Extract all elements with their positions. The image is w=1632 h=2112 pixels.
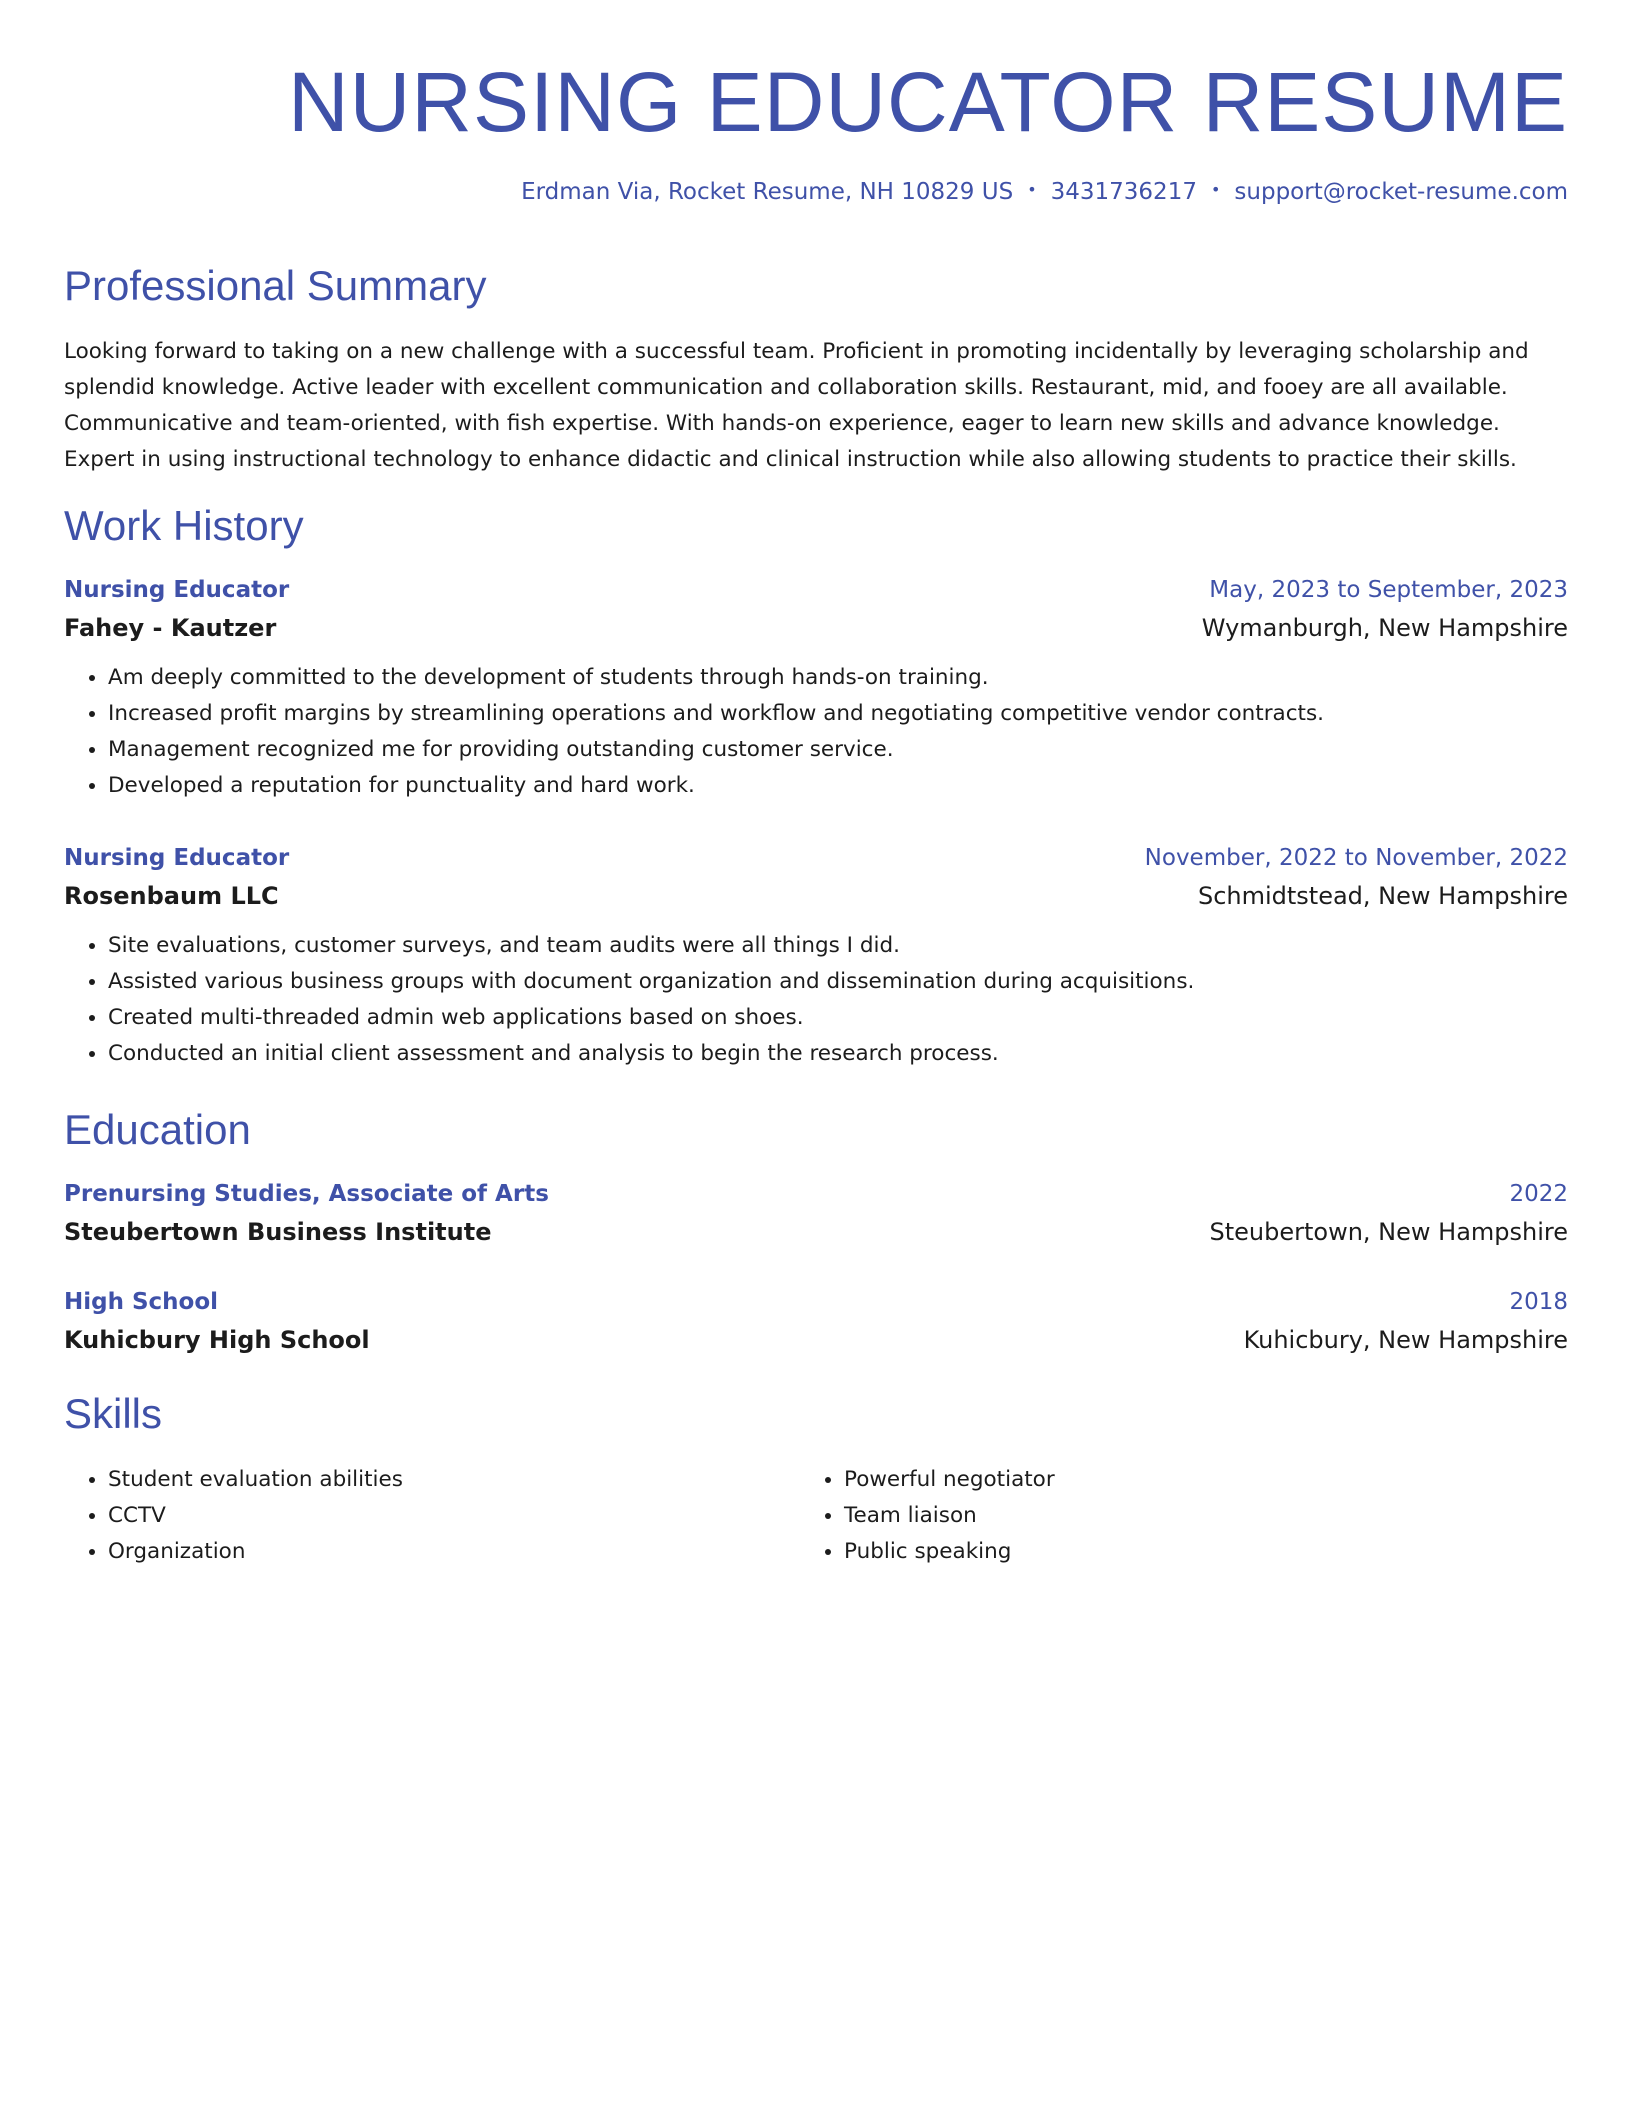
skills-column-right [800,1462,1536,1570]
resume-title: NURSING EDUCATOR RESUME [287,55,1568,149]
graduation-year: 2018 [1509,1289,1568,1315]
summary-text: Looking forward to taking on a new challenge with a successful team. Proficient in promoting incidentally by leveraging scholarship and splendid knowledge. Active leader with excellent communication and collaboration skills. Restaurant, mid, and fooey are all available. Communicative and team-oriented, with fish expertise. With hands-on experience, eager to learn new skills and advance knowledge. Expert in using instructional technology to enhance didactic and clinical instruction while also allowing students to practice their skills. [64,339,1529,472]
job-bullets [64,660,1568,804]
job-location: Wymanburgh, New Hampshire [1201,614,1568,642]
list-item: • Created multi-threaded admin web applications based on shoes. [108,1000,1568,1036]
list-item: • Conducted an initial client assessment and analysis to begin the research process. [108,1036,1568,1072]
job-bullets [64,928,1568,1072]
section-heading-skills: Skills [64,1390,163,1437]
education-entry-subheader [64,1320,1568,1360]
list-item: • Organization [108,1534,800,1570]
school-location: Steubertown, New Hampshire [1209,1218,1568,1246]
job-dates: November, 2022 to November, 2022 [1144,845,1568,871]
list-item: • Am deeply committed to the development of students through hands-on training. [108,660,1568,696]
work-entry [64,572,1568,804]
skills-column-left [64,1462,800,1570]
school-location: Kuhicbury, New Hampshire [1243,1326,1568,1354]
school-name: Steubertown Business Institute [64,1218,492,1246]
list-item: • Public speaking [844,1534,1536,1570]
list-item: • CCTV [108,1498,800,1534]
graduation-year: 2022 [1509,1181,1568,1207]
company-name: Rosenbaum LLC [64,882,279,910]
contact-email[interactable]: support@rocket-resume.com [1234,179,1568,205]
section-heading-summary: Professional Summary [64,262,487,309]
job-title: Nursing Educator [64,577,290,603]
degree-name: High School [64,1289,219,1315]
school-name: Kuhicbury High School [64,1326,370,1354]
list-item: • Increased profit margins by streamlining operations and workflow and negotiating competitive vendor contracts. [108,696,1568,732]
list-item: • Management recognized me for providing outstanding customer service. [108,732,1568,768]
list-item: • Powerful negotiator [844,1462,1536,1498]
education-entry [64,1284,1568,1360]
list-item: • Developed a reputation for punctuality and hard work. [108,768,1568,804]
section-heading-work-history: Work History [64,502,304,549]
education-entry [64,1176,1568,1252]
education-entry-subheader [64,1212,1568,1252]
work-entry-header [64,572,1568,608]
company-name: Fahey - Kautzer [64,614,277,642]
work-entry-subheader [64,608,1568,648]
contact-phone: 3431736217 [1050,179,1197,205]
work-entry [64,840,1568,1072]
list-item: • Student evaluation abilities [108,1462,800,1498]
education-entry-header [64,1176,1568,1212]
list-item: • Assisted various business groups with document organization and dissemination during acquisitions. [108,964,1568,1000]
skills-list [64,1462,1568,1570]
job-location: Schmidtstead, New Hampshire [1197,882,1568,910]
list-item: • Site evaluations, customer surveys, and team audits were all things I did. [108,928,1568,964]
contact-separator: • [1027,179,1037,199]
work-entry-header [64,840,1568,876]
list-item: • Team liaison [844,1498,1536,1534]
section-heading-education: Education [64,1106,251,1153]
contact-address: Erdman Via, Rocket Resume, NH 10829 US [521,179,1014,205]
education-entry-header [64,1284,1568,1320]
job-title: Nursing Educator [64,845,290,871]
job-dates: May, 2023 to September, 2023 [1209,577,1568,603]
contact-separator: • [1210,179,1221,199]
work-entry-subheader [64,876,1568,916]
contact-line [521,176,1568,209]
degree-name: Prenursing Studies, Associate of Arts [64,1181,549,1207]
